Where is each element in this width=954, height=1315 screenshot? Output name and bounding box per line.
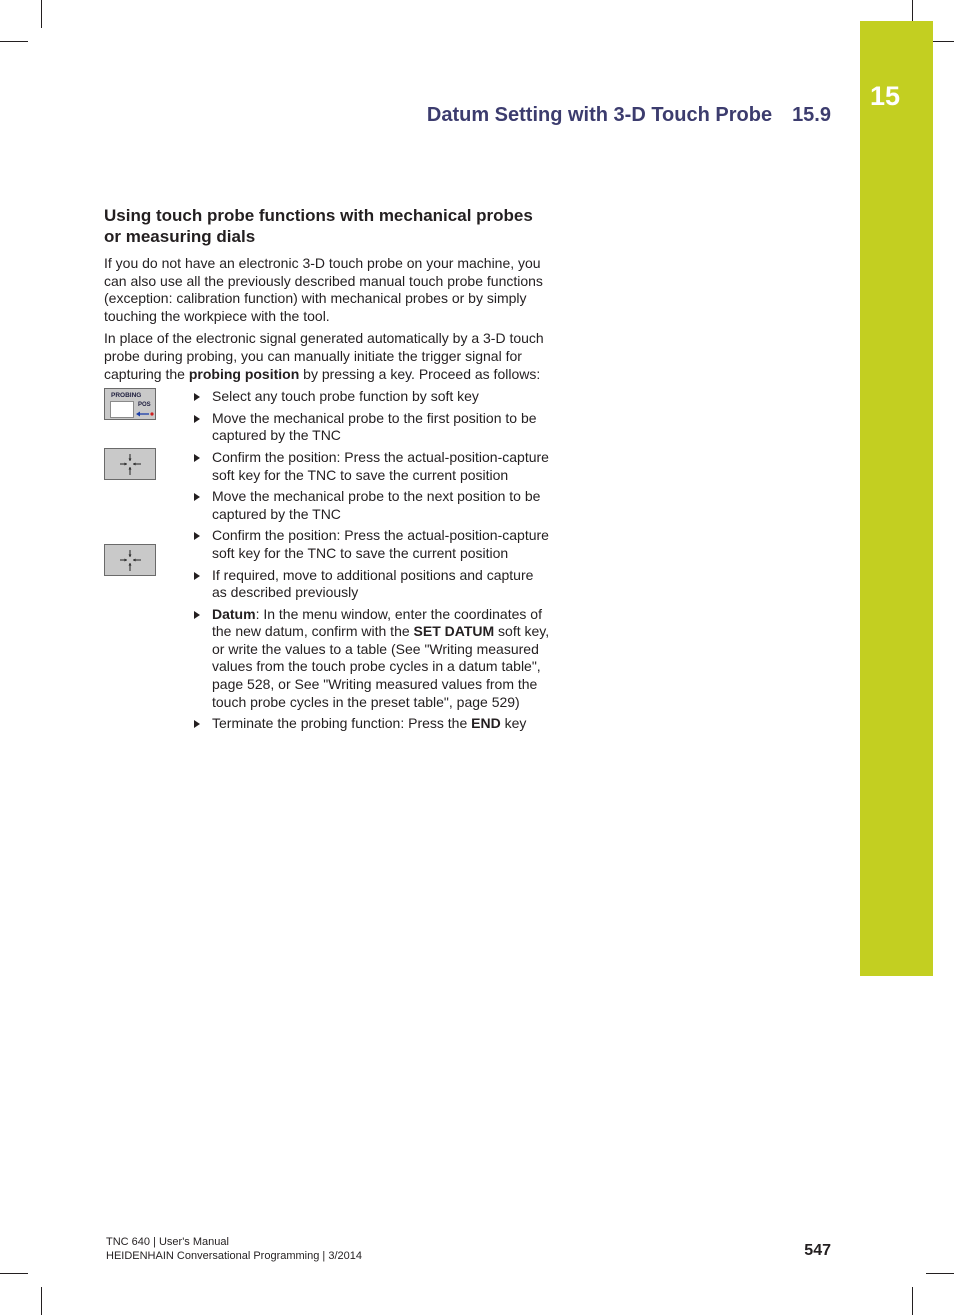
procedure-paragraph — [104, 330, 544, 383]
crosshair-icon — [105, 449, 155, 479]
probing-pos-softkey[interactable] — [104, 388, 156, 420]
softkey-label: PROBING — [111, 392, 142, 400]
capture-position-softkey[interactable] — [104, 448, 156, 480]
header-section-number: 15.9 — [792, 104, 831, 126]
arrow-left-icon — [135, 410, 155, 418]
crosshair-icon — [105, 545, 155, 575]
probing-position-term: probing position — [188, 365, 300, 382]
page-number: 547 — [804, 1242, 831, 1259]
intro-paragraph: If you do not have an electronic 3-D touch probe on your machine, you can also use all the previously described manual touch probe functions (exception: calibration function) with mechanical probes or by simply touching the workpiece with the tool. — [104, 255, 543, 324]
crop-mark — [41, 0, 42, 28]
step-list — [104, 388, 554, 733]
footer-line-1: TNC 640 | User's Manual — [106, 1236, 229, 1248]
end-step-text: Terminate the probing function: Press the — [212, 715, 472, 732]
softkey-pos-label: POS — [138, 402, 151, 409]
step-item: Confirm the position: Press the actual-position-capture soft key for the TNC to save the current position — [192, 527, 552, 562]
page-content — [104, 205, 554, 737]
procedure-text: In place of the electronic signal generated automatically by a 3-D touch probe during probing, you can manually initiate the trigger signal for capturing the — [104, 330, 544, 382]
end-step-text-end: key — [500, 715, 527, 732]
running-header — [427, 104, 831, 127]
end-key-term: END — [471, 715, 501, 732]
step-item-end — [192, 715, 552, 733]
crop-mark — [0, 41, 28, 42]
capture-position-softkey[interactable] — [104, 544, 156, 576]
datum-term: Datum — [212, 605, 256, 622]
crop-mark — [912, 1287, 913, 1315]
footer-line-2: HEIDENHAIN Conversational Programming | 3/2014 — [106, 1250, 362, 1262]
header-title: Datum Setting with 3-D Touch Probe — [426, 104, 773, 126]
crop-mark — [41, 1287, 42, 1315]
section-title-line-1: Using touch probe functions with mechanical probes — [104, 206, 533, 225]
step-item: Move the mechanical probe to the first position to be captured by the TNC — [192, 410, 552, 445]
datum-text: : In the menu window, enter the coordinates of the new datum, confirm with the — [212, 605, 542, 640]
section-title — [104, 205, 554, 247]
step-item: Move the mechanical probe to the next position to be captured by the TNC — [192, 488, 552, 523]
step-item: Confirm the position: Press the actual-position-capture soft key for the TNC to save the current position — [192, 449, 552, 484]
step-item: Select any touch probe function by soft key — [192, 388, 552, 406]
datum-text-end: soft key, or write the values to a table (See "Writing measured values from the touch probe cycles in a datum table", page 528, or See "Writing measured values from the touch probe cycles in the preset table", page 529) — [212, 623, 550, 710]
procedure-text-end: by pressing a key. Proceed as follows: — [299, 365, 541, 382]
crop-mark — [926, 1273, 954, 1274]
footer — [106, 1235, 362, 1263]
step-item-datum — [192, 606, 552, 712]
crop-mark — [0, 1273, 28, 1274]
section-title-line-2: or measuring dials — [104, 227, 256, 246]
step-item: If required, move to additional positions and capture as described previously — [192, 567, 552, 602]
set-datum-term: SET DATUM — [413, 623, 495, 640]
softkey-window-icon — [110, 401, 134, 418]
chapter-tab — [860, 21, 933, 976]
chapter-number: 15 — [869, 81, 901, 111]
